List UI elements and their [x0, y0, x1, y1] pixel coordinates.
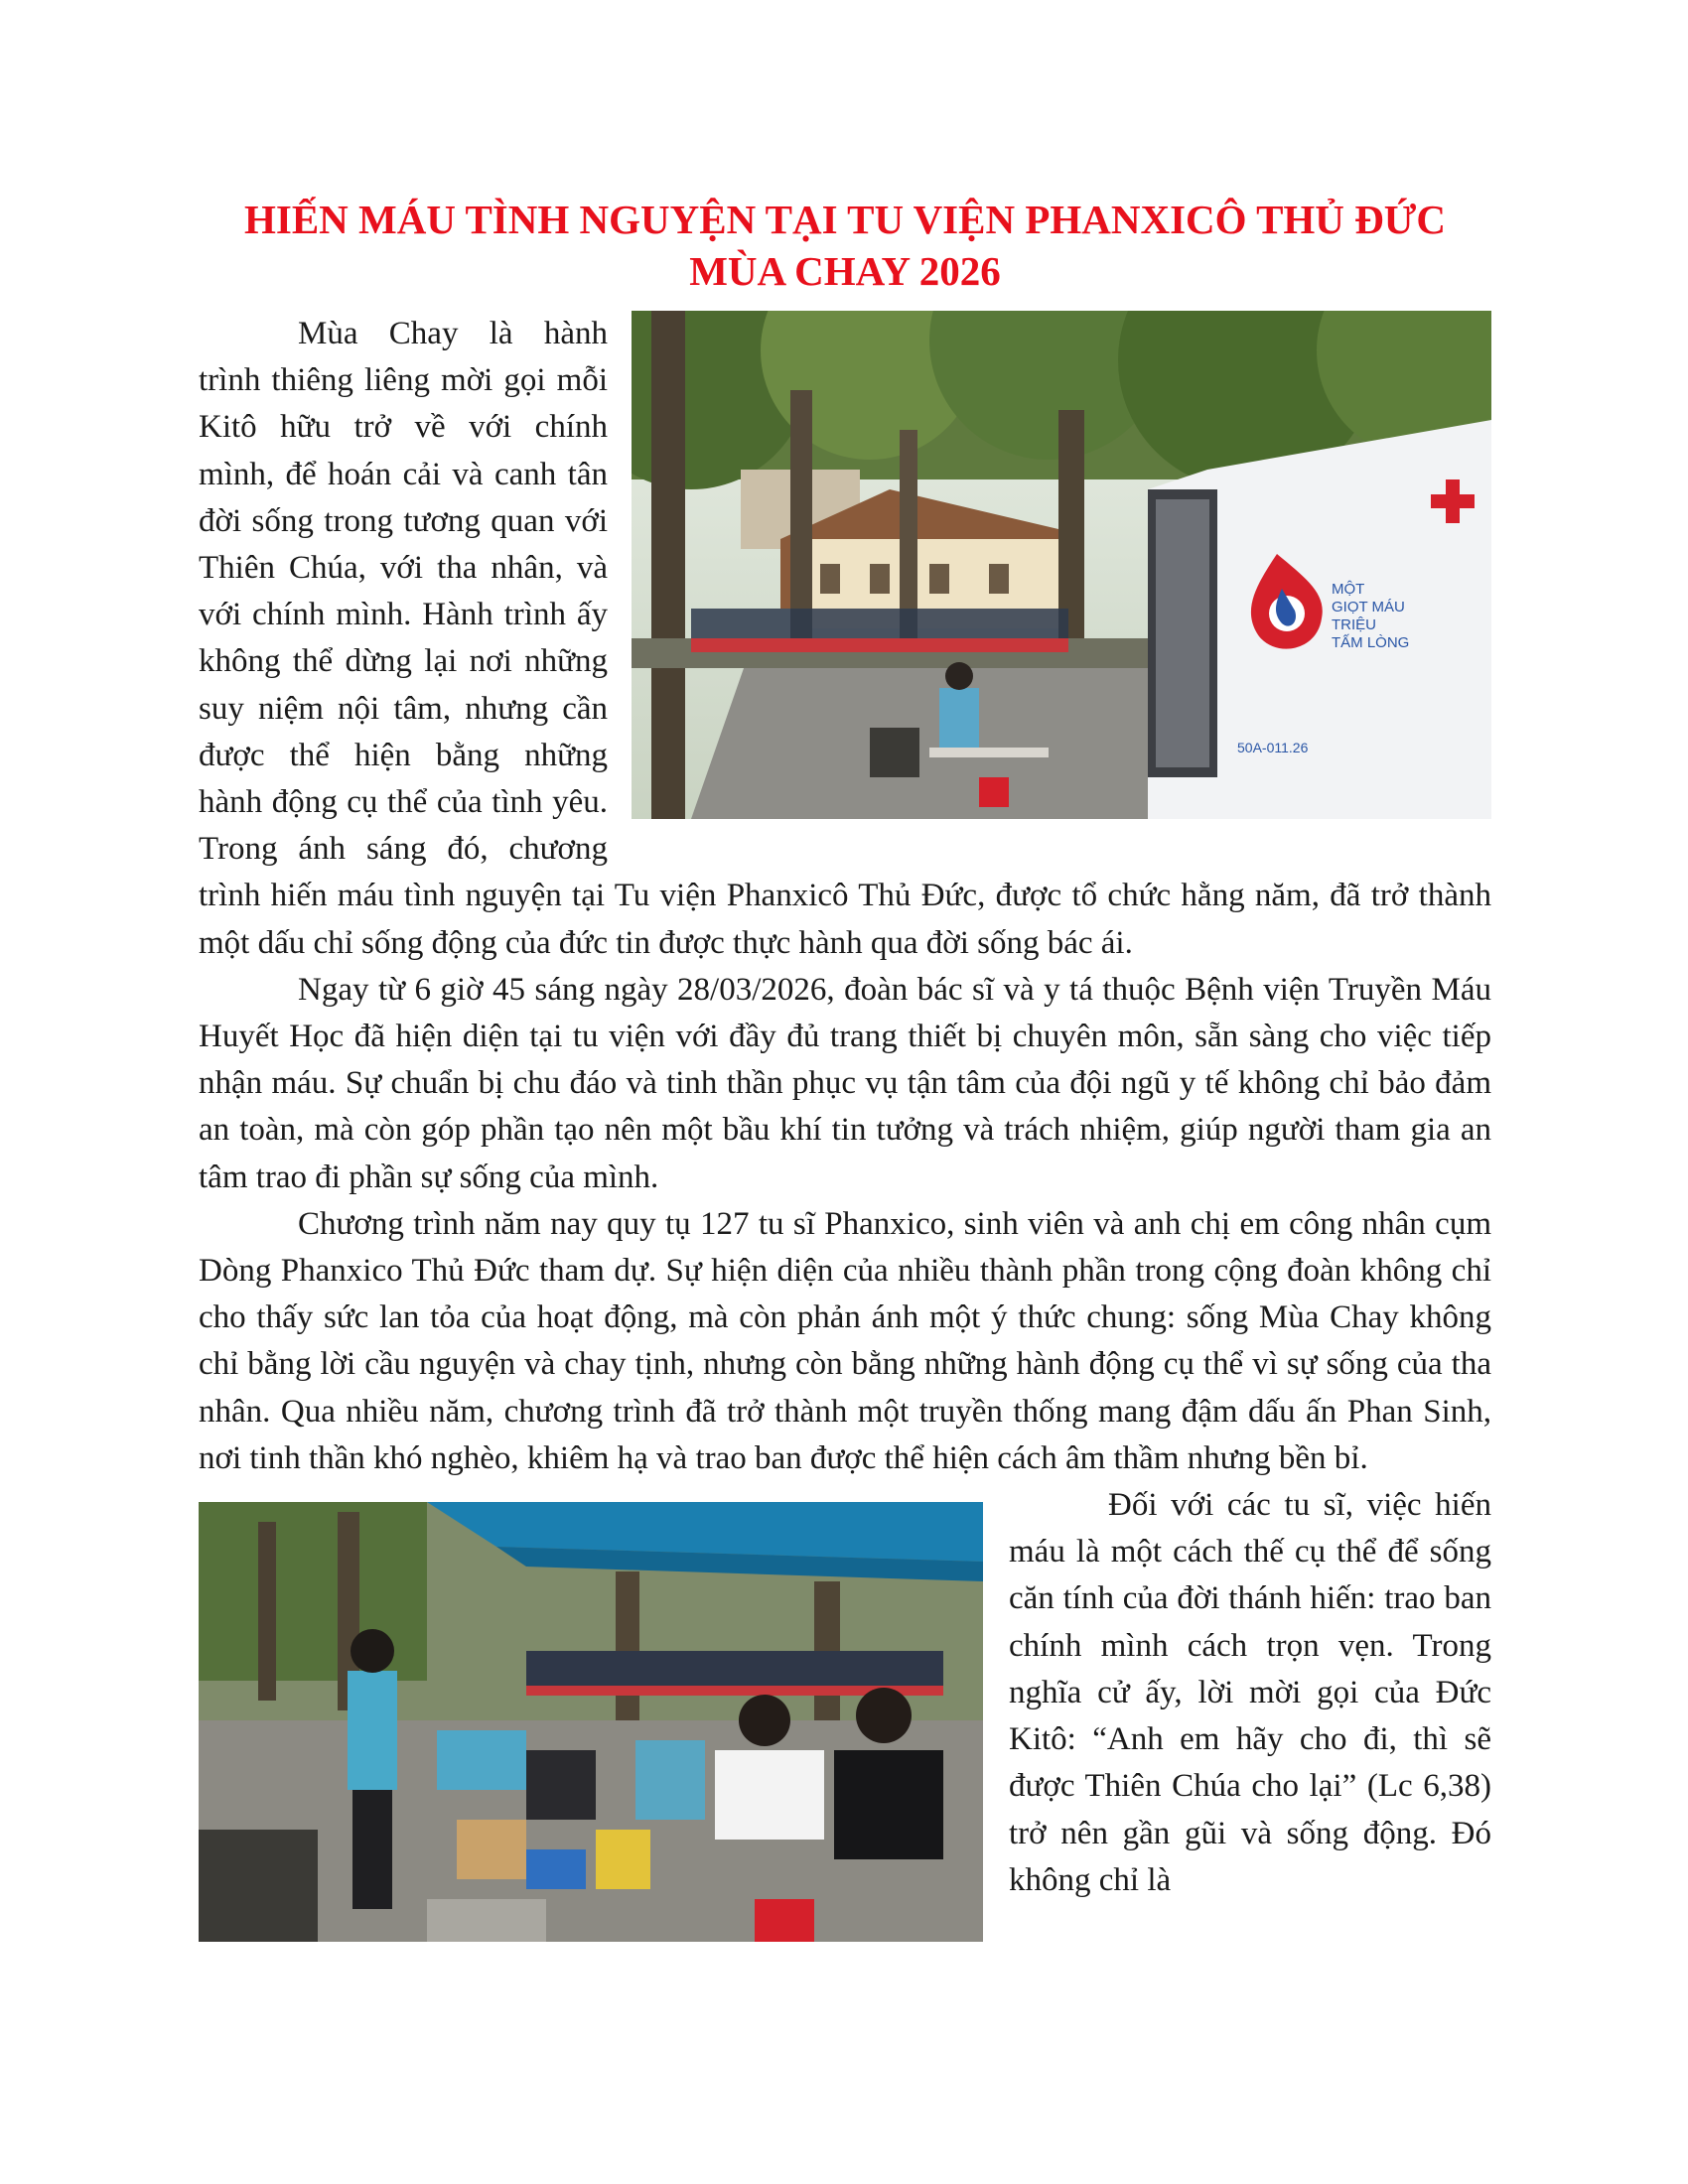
paragraph-3: Chương trình năm nay quy tụ 127 tu sĩ Phanxico, sinh viên và anh chị em công nhân cụm Dòng Phanxico Thủ Đức tham dự. Sự hiện diện của nhiều thành phần trong cộng đoàn không chỉ cho thấy sức lan tỏa của hoạt động, mà còn phản ánh một ý thức chung: sống Mùa Chay không chỉ bằng lời cầu nguyện và chay tịnh, nhưng còn bằng những hành động cụ thể vì sự sống của tha nhân. Qua nhiều năm, chương trình đã trở thành một truyền thống mang đậm dấu ấn Phan Sinh, nơi tinh thần khó nghèo, khiêm hạ và trao ban được thể hiện cách âm thầm nhưng bền bỉ. — [199, 1205, 1491, 1476]
photo-donors-seated — [199, 1502, 983, 1942]
document-page — [199, 194, 1491, 1950]
article-body — [199, 311, 1491, 1904]
paragraph-1: Mùa Chay là hành trình thiêng liêng mời gọi mỗi Kitô hữu trở về với chính mình, để hoán cải và canh tân đời sống trong tương quan với Thiên Chúa, với tha nhân, và với chính mình. Hành trình ấy không thể dừng lại nơi những suy niệm nội tâm, nhưng cần được thể hiện bằng những hành động cụ thể của tình yêu. Trong ánh sáng đó, chương trình hiến máu tình nguyện tại Tu viện Phanxicô Thủ Đức, được tổ chức hằng năm, đã trở thành một dấu chỉ sống động của đức tin được thực hành qua đời sống bác ái. — [199, 316, 1491, 961]
truck-plate: 50A-011.26 — [1237, 740, 1309, 755]
truck-slogan-text: MỘT GIỌT MÁU TRIỆU TẤM LÒNG — [1332, 581, 1410, 651]
photo-blood-donation-truck — [632, 311, 1491, 819]
paragraph-4: Đối với các tu sĩ, việc hiến máu là một cách thế cụ thể để sống căn tính của đời thánh hiến: trao ban chính mình cách trọn vẹn. Trong nghĩa cử ấy, lời mời gọi của Đức Kitô: “Anh em hãy cho đi, thì sẽ được Thiên Chúa cho lại” (Lc 6,38) trở nên gần gũi và sống động. Đó không chỉ là — [1009, 1487, 1491, 1898]
paragraph-2: Ngay từ 6 giờ 45 sáng ngày 28/03/2026, đoàn bác sĩ và y tá thuộc Bệnh viện Truyền Máu Huyết Học đã hiện diện tại tu viện với đầy đủ trang thiết bị chuyên môn, sẵn sàng cho việc tiếp nhận máu. Sự chuẩn bị chu đáo và tinh thần phục vụ tận tâm của đội ngũ y tế không chỉ bảo đảm an toàn, mà còn góp phần tạo nên một bầu khí tin tưởng và trách nhiệm, giúp người tham gia an tâm trao đi phần sự sống của mình. — [199, 971, 1491, 1195]
article-title-line-2: MÙA CHAY 2026 — [689, 248, 1001, 294]
article-title — [199, 194, 1491, 297]
article-title-line-1: HIẾN MÁU TÌNH NGUYỆN TẠI TU VIỆN PHANXICÔ THỦ ĐỨC — [243, 197, 1447, 242]
